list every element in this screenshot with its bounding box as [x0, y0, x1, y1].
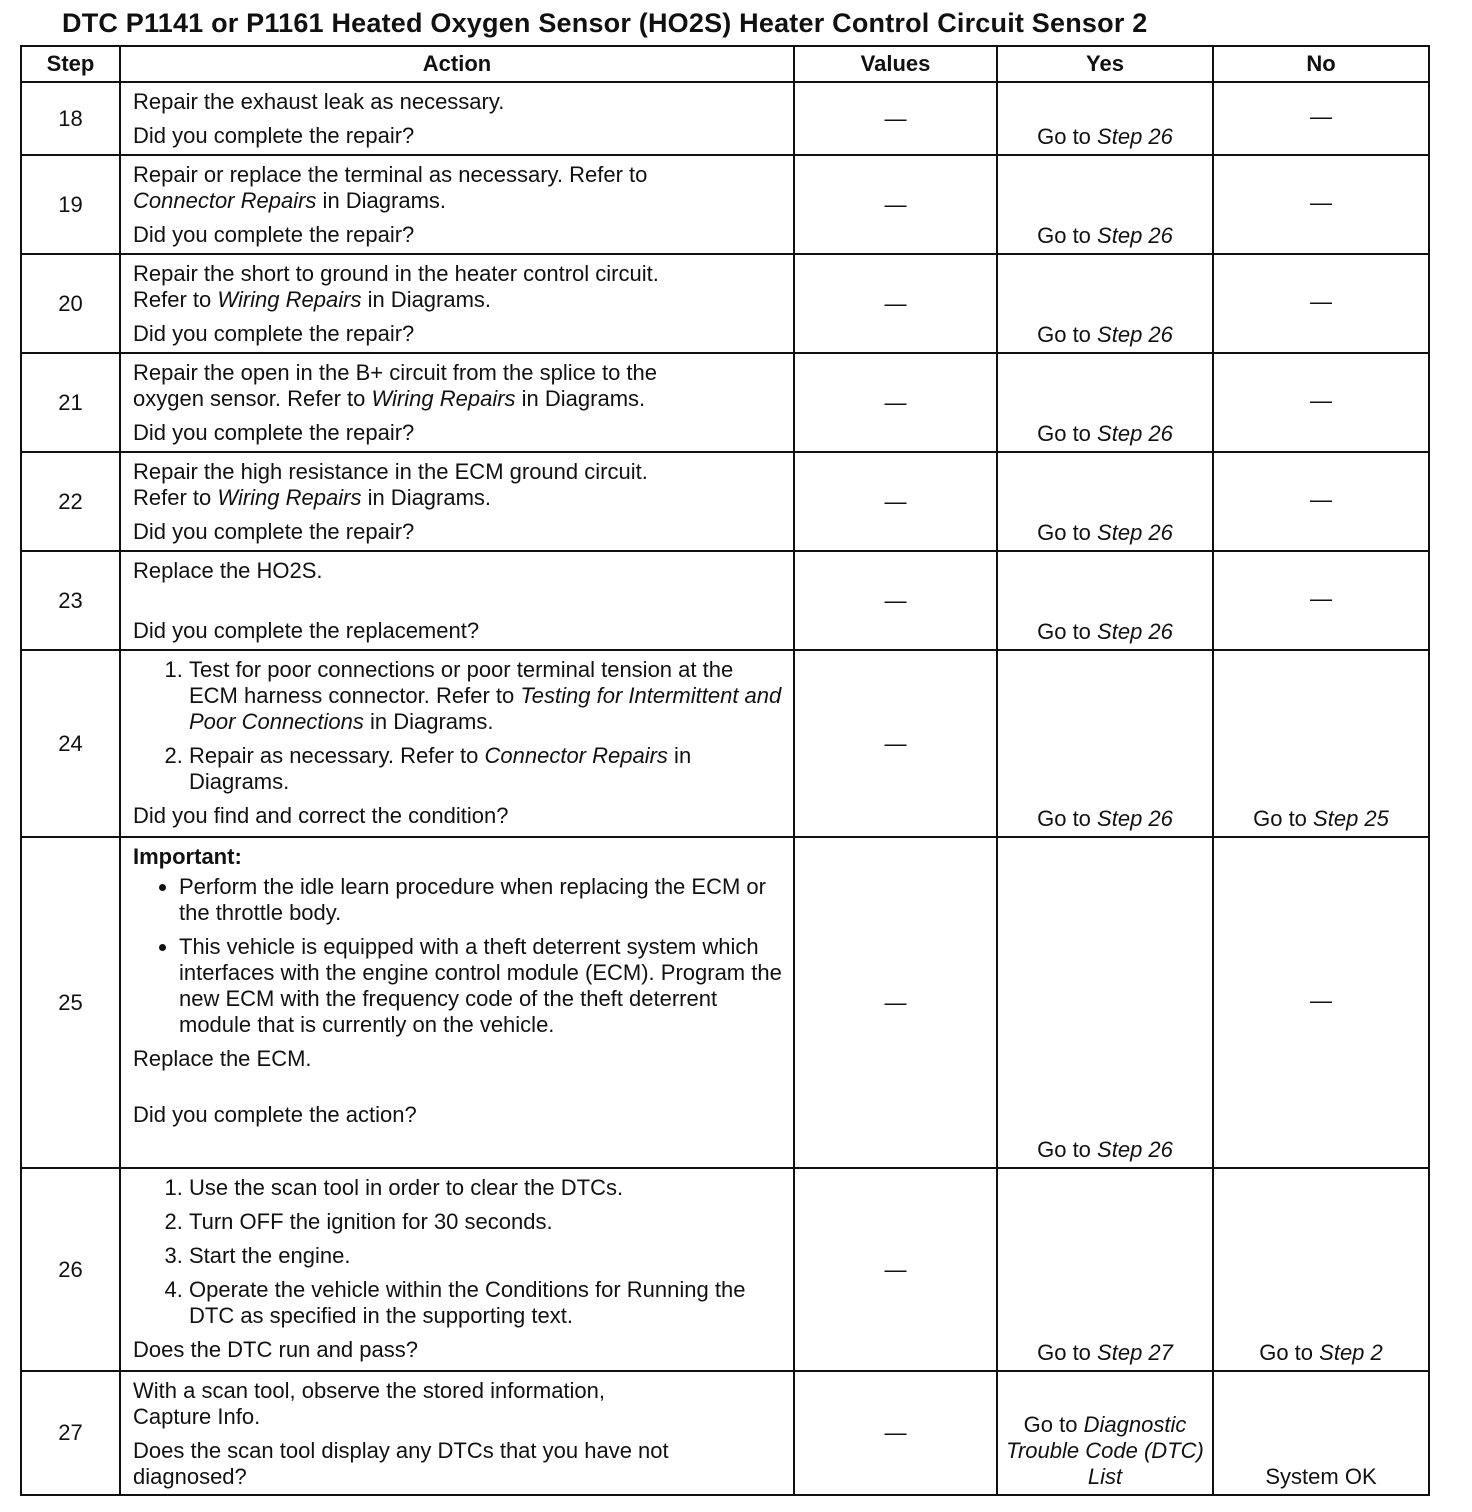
- step-number: 21: [21, 353, 120, 452]
- goto-text: Go to: [1037, 1340, 1091, 1365]
- step-number: 20: [21, 254, 120, 353]
- value-cell: —: [794, 837, 997, 1168]
- question-text: Did you complete the repair?: [133, 321, 415, 346]
- goto-text: Go to: [1037, 806, 1091, 831]
- header-no: No: [1213, 46, 1429, 82]
- goto-text: Go to: [1037, 124, 1091, 149]
- step-number: 25: [21, 837, 120, 1168]
- table-row: [21, 254, 1429, 353]
- value-cell: —: [794, 1371, 997, 1495]
- action-text: oxygen sensor. Refer to: [133, 386, 372, 411]
- action-cell: [120, 650, 794, 837]
- no-cell: System OK: [1213, 1371, 1429, 1495]
- question-text: Did you complete the repair?: [133, 519, 415, 544]
- numbered-list: [133, 657, 783, 795]
- action-text: Repair the exhaust leak as necessary.: [133, 89, 505, 114]
- table-row: [21, 551, 1429, 650]
- step-number: 19: [21, 155, 120, 254]
- no-cell: —: [1213, 551, 1429, 650]
- list-item: • Perform the idle learn procedure when replacing the ECM or the throttle body.: [179, 874, 783, 926]
- action-cell: [120, 155, 794, 254]
- step-number: 26: [21, 1168, 120, 1371]
- value-cell: —: [794, 155, 997, 254]
- header-yes: Yes: [997, 46, 1213, 82]
- question-text: Did you find and correct the condition?: [133, 803, 509, 828]
- table-row: [21, 837, 1429, 1168]
- action-text: in Diagrams.: [361, 287, 492, 312]
- action-text: Refer to: [133, 485, 218, 510]
- header-values: Values: [794, 46, 997, 82]
- action-text: in Diagrams.: [515, 386, 646, 411]
- action-text: Refer to: [133, 287, 218, 312]
- goto-text: Go to: [1037, 520, 1091, 545]
- value-cell: —: [794, 650, 997, 837]
- question-text: Did you complete the action?: [133, 1102, 417, 1127]
- reference-link: Connector Repairs: [133, 188, 317, 213]
- table-row: [21, 650, 1429, 837]
- action-cell: [120, 551, 794, 650]
- yes-cell: [997, 551, 1213, 650]
- action-text: Capture Info.: [133, 1404, 261, 1429]
- action-cell: [120, 837, 794, 1168]
- question-text: Did you complete the replacement?: [133, 618, 480, 643]
- no-cell: [1213, 1168, 1429, 1371]
- value-cell: —: [794, 452, 997, 551]
- reference-link: Wiring Repairs: [217, 485, 362, 510]
- step-number: 27: [21, 1371, 120, 1495]
- value-cell: —: [794, 1168, 997, 1371]
- yes-cell: [997, 1168, 1213, 1371]
- step-ref: Step 26: [1097, 322, 1173, 347]
- reference-link: Wiring Repairs: [371, 386, 516, 411]
- table-header-row: [21, 46, 1429, 82]
- no-cell: —: [1213, 452, 1429, 551]
- step-ref: Diagnostic Trouble Code (DTC) List: [1006, 1412, 1204, 1489]
- yes-cell: [997, 837, 1213, 1168]
- question-text: Does the scan tool display any DTCs that you have not diagnosed?: [133, 1438, 669, 1489]
- list-item: • This vehicle is equipped with a theft deterrent system which interfaces with the engine control module (ECM). Program the new ECM with the frequency code of the theft deterrent module that is currently on the vehicle.: [179, 934, 783, 1038]
- action-text: With a scan tool, observe the stored information,: [133, 1378, 606, 1403]
- question-text: Does the DTC run and pass?: [133, 1337, 418, 1362]
- list-item: 1. Test for poor connections or poor terminal tension at the ECM harness connector. Refer to Testing for Intermittent and Poor Connections in Diagrams.: [189, 657, 783, 735]
- action-text: Repair the open in the B+ circuit from the splice to the: [133, 360, 658, 385]
- table-row: [21, 155, 1429, 254]
- action-cell: [120, 353, 794, 452]
- no-cell: —: [1213, 837, 1429, 1168]
- table-row: [21, 353, 1429, 452]
- yes-cell: [997, 353, 1213, 452]
- step-ref: Step 2: [1319, 1340, 1383, 1365]
- goto-text: Go to: [1037, 322, 1091, 347]
- reference-link: Testing for Intermittent and Poor Connections: [189, 683, 782, 734]
- no-cell: —: [1213, 155, 1429, 254]
- reference-link: Wiring Repairs: [217, 287, 362, 312]
- list-item: 4. Operate the vehicle within the Conditions for Running the DTC as specified in the supporting text.: [189, 1277, 783, 1329]
- step-ref: Step 26: [1097, 1137, 1173, 1162]
- yes-cell: [997, 155, 1213, 254]
- action-text: Repair the high resistance in the ECM ground circuit.: [133, 459, 648, 484]
- goto-text: Go to: [1253, 806, 1307, 831]
- action-cell: [120, 1168, 794, 1371]
- table-row: [21, 1371, 1429, 1495]
- no-cell: —: [1213, 353, 1429, 452]
- goto-text: Go to: [1037, 1137, 1091, 1162]
- yes-cell: [997, 650, 1213, 837]
- step-ref: Step 26: [1097, 124, 1173, 149]
- goto-text: Go to: [1037, 619, 1091, 644]
- page-title: DTC P1141 or P1161 Heated Oxygen Sensor (HO2S) Heater Control Circuit Sensor 2: [62, 8, 1148, 38]
- action-text: in Diagrams.: [361, 485, 492, 510]
- step-ref: Step 25: [1313, 806, 1389, 831]
- list-item: 2. Turn OFF the ignition for 30 seconds.: [189, 1209, 783, 1235]
- numbered-list: [133, 1175, 783, 1329]
- table-row: [21, 452, 1429, 551]
- yes-cell: [997, 254, 1213, 353]
- value-cell: —: [794, 551, 997, 650]
- list-item: 2. Repair as necessary. Refer to Connector Repairs in Diagrams.: [189, 743, 783, 795]
- action-text: Replace the ECM.: [133, 1046, 312, 1071]
- yes-cell: [997, 1371, 1213, 1495]
- header-step: Step: [21, 46, 120, 82]
- step-ref: Step 26: [1097, 806, 1173, 831]
- no-cell: —: [1213, 254, 1429, 353]
- value-cell: —: [794, 254, 997, 353]
- yes-cell: [997, 82, 1213, 155]
- goto-text: Go to: [1023, 1412, 1078, 1437]
- table-row: [21, 82, 1429, 155]
- value-cell: —: [794, 353, 997, 452]
- action-text: in Diagrams.: [316, 188, 447, 213]
- bullet-list: [133, 874, 783, 1038]
- list-item: 1. Use the scan tool in order to clear the DTCs.: [189, 1175, 783, 1201]
- no-cell: —: [1213, 82, 1429, 155]
- step-ref: Step 26: [1097, 421, 1173, 446]
- step-ref: Step 27: [1097, 1340, 1173, 1365]
- step-ref: Step 26: [1097, 619, 1173, 644]
- header-action: Action: [120, 46, 794, 82]
- step-ref: Step 26: [1097, 520, 1173, 545]
- step-number: 24: [21, 650, 120, 837]
- diagnostic-table: [20, 45, 1430, 1496]
- list-item: 3. Start the engine.: [189, 1243, 783, 1269]
- goto-text: Go to: [1037, 421, 1091, 446]
- action-cell: [120, 452, 794, 551]
- step-number: 23: [21, 551, 120, 650]
- step-ref: Step 26: [1097, 223, 1173, 248]
- question-text: Did you complete the repair?: [133, 123, 415, 148]
- action-text: Repair the short to ground in the heater control circuit.: [133, 261, 659, 286]
- goto-text: Go to: [1259, 1340, 1314, 1365]
- question-text: Did you complete the repair?: [133, 420, 415, 445]
- reference-link: Connector Repairs: [484, 743, 668, 768]
- step-number: 22: [21, 452, 120, 551]
- action-cell: [120, 1371, 794, 1495]
- important-label: Important:: [133, 844, 242, 869]
- yes-cell: [997, 452, 1213, 551]
- action-text: Replace the HO2S.: [133, 558, 323, 583]
- action-cell: [120, 254, 794, 353]
- question-text: Did you complete the repair?: [133, 222, 415, 247]
- action-cell: [120, 82, 794, 155]
- step-number: 18: [21, 82, 120, 155]
- no-cell: [1213, 650, 1429, 837]
- value-cell: —: [794, 82, 997, 155]
- table-row: [21, 1168, 1429, 1371]
- action-text: Repair or replace the terminal as necessary. Refer to: [133, 162, 648, 187]
- goto-text: Go to: [1037, 223, 1091, 248]
